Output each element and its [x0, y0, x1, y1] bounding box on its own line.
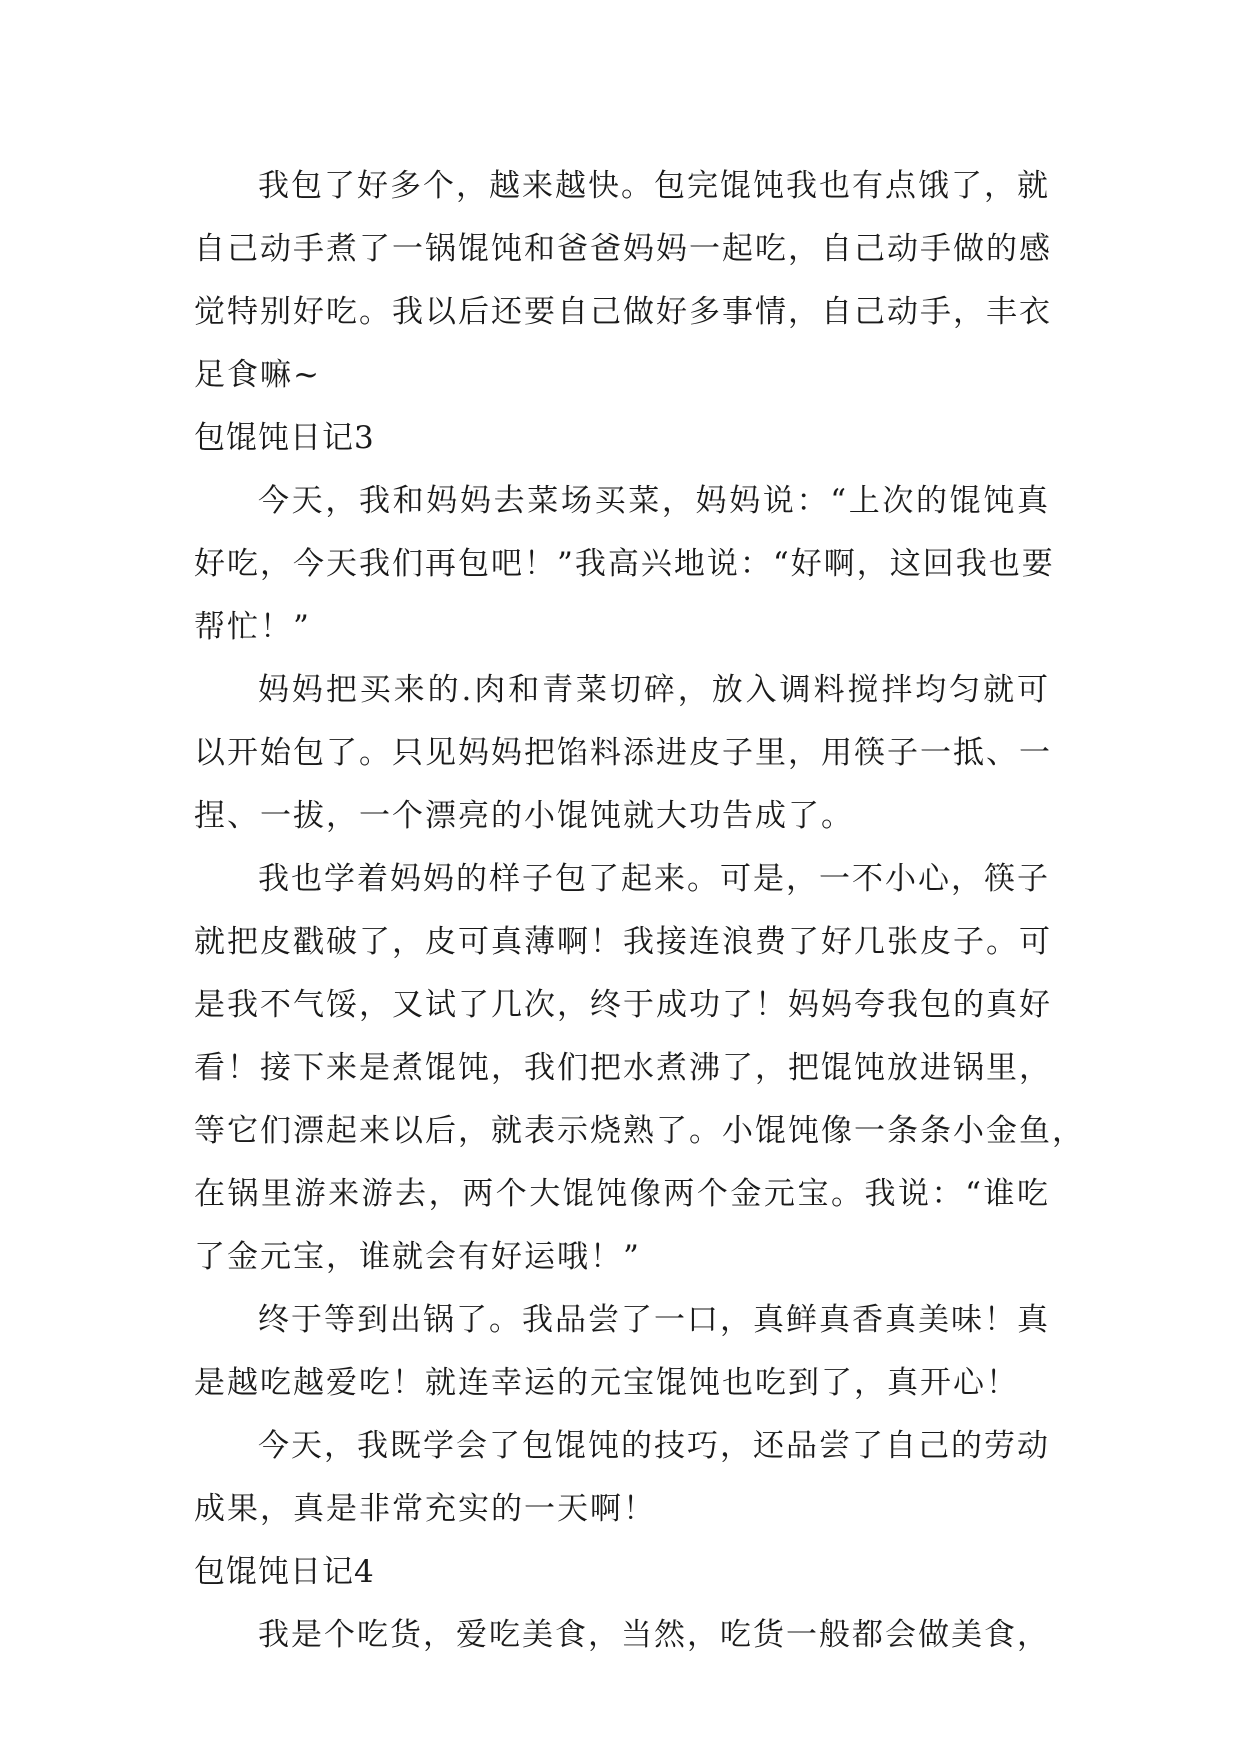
- paragraph-line: 在锅里游来游去，两个大馄饨像两个金元宝。我说：“谁吃: [194, 1176, 1050, 1212]
- document-page: [194, 155, 1085, 1667]
- paragraph-line: 自己动手煮了一锅馄饨和爸爸妈妈一起吃，自己动手做的感: [194, 231, 1052, 267]
- paragraph-line: 好吃，今天我们再包吧！”我高兴地说：“好啊，这回我也要: [194, 546, 1055, 582]
- paragraph-line: 我包了好多个，越来越快。包完馄饨我也有点饿了，就: [258, 168, 1050, 204]
- paragraph-line: 了金元宝，谁就会有好运哦！”: [194, 1239, 641, 1275]
- paragraph-line: 以开始包了。只见妈妈把馅料添进皮子里，用筷子一抵、一: [194, 735, 1052, 771]
- paragraph-line: 今天，我既学会了包馄饨的技巧，还品尝了自己的劳动: [258, 1428, 1050, 1464]
- paragraph-line: 捏、一拔，一个漂亮的小馄饨就大功告成了。: [194, 798, 854, 834]
- paragraph-line: 帮忙！”: [194, 609, 311, 645]
- paragraph-line: 就把皮戳破了，皮可真薄啊！我接连浪费了好几张皮子。可: [194, 924, 1052, 960]
- paragraph-line: 是我不气馁，又试了几次，终于成功了！妈妈夸我包的真好: [194, 987, 1052, 1023]
- paragraph-line: 今天，我和妈妈去菜场买菜，妈妈说：“上次的馄饨真: [258, 483, 1050, 519]
- paragraph-line: 终于等到出锅了。我品尝了一口，真鲜真香真美味！真: [258, 1302, 1050, 1338]
- paragraph-line: 我是个吃货，爱吃美食，当然，吃货一般都会做美食，: [258, 1617, 1050, 1653]
- paragraph-line: 成果，真是非常充实的一天啊！: [194, 1491, 656, 1527]
- paragraph-line: 妈妈把买来的.肉和青菜切碎，放入调料搅拌均匀就可: [258, 672, 1050, 708]
- section-heading: 包馄饨日记3: [194, 420, 375, 456]
- section-heading: 包馄饨日记4: [194, 1554, 375, 1590]
- paragraph-line: 觉特别好吃。我以后还要自己做好多事情，自己动手，丰衣: [194, 294, 1052, 330]
- paragraph-line: 足食嘛~: [194, 357, 321, 393]
- paragraph-line: 我也学着妈妈的样子包了起来。可是，一不小心，筷子: [258, 861, 1050, 897]
- paragraph-line: 是越吃越爱吃！就连幸运的元宝馄饨也吃到了，真开心！: [194, 1365, 1019, 1401]
- paragraph-line: 看！接下来是煮馄饨，我们把水煮沸了，把馄饨放进锅里，: [194, 1050, 1052, 1086]
- paragraph-line: 等它们漂起来以后，就表示烧熟了。小馄饨像一条条小金鱼，: [194, 1113, 1085, 1149]
